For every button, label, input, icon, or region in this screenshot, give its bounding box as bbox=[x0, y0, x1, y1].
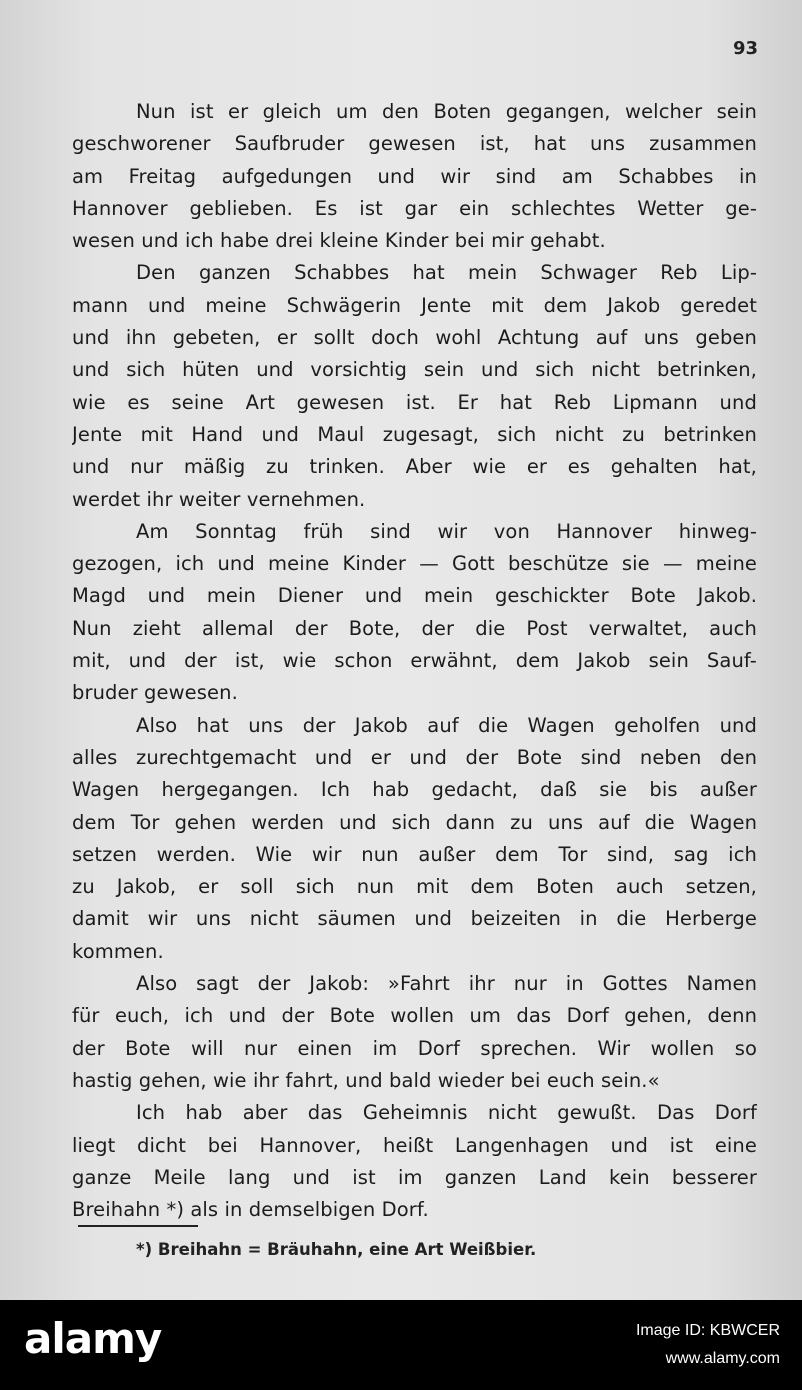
text-line: hastig gehen, wie ihr fahrt, und bald wieder bei euch sein.« bbox=[72, 1068, 660, 1092]
text-line: und ihn gebeten, er sollt doch wohl Achtung auf uns geben bbox=[72, 326, 757, 350]
alamy-logo: alamy bbox=[24, 1314, 162, 1363]
paragraph bbox=[72, 516, 757, 710]
text-line: Breihahn *) als in demselbigen Dorf. bbox=[72, 1198, 429, 1222]
text-line: werdet ihr weiter vernehmen. bbox=[72, 487, 366, 511]
text-line: am Freitag aufgedungen und wir sind am Schabbes in bbox=[72, 164, 757, 188]
text-line: Nun zieht allemal der Bote, der die Post verwaltet, auch bbox=[72, 616, 757, 640]
page-number: 93 bbox=[732, 38, 758, 59]
paragraph bbox=[72, 710, 757, 968]
paragraph bbox=[72, 1097, 757, 1226]
text-line: Nun ist er gleich um den Boten gegangen, welcher sein bbox=[136, 100, 757, 123]
body-text bbox=[72, 96, 757, 1226]
text-line: mann und meine Schwägerin Jente mit dem Jakob geredet bbox=[72, 293, 757, 317]
text-line: zu Jakob, er soll sich nun mit dem Boten auch setzen, bbox=[72, 875, 757, 899]
text-line: kommen. bbox=[72, 939, 164, 963]
footnote-rule bbox=[78, 1225, 198, 1227]
paragraph bbox=[72, 96, 757, 257]
watermark-bar bbox=[0, 1300, 802, 1390]
paragraph bbox=[72, 257, 757, 515]
text-line: Magd und mein Diener und mein geschickter Bote Jakob. bbox=[72, 584, 757, 608]
text-line: Hannover geblieben. Es ist gar ein schlechtes Wetter ge- bbox=[72, 196, 757, 220]
text-line: Wagen hergegangen. Ich hab gedacht, daß sie bis außer bbox=[72, 778, 757, 802]
text-line: Jente mit Hand und Maul zugesagt, sich nicht zu betrinken bbox=[72, 422, 757, 446]
image-id: Image ID: KBWCER bbox=[635, 1322, 780, 1339]
text-line: Ich hab aber das Geheimnis nicht gewußt. Das Dorf bbox=[136, 1101, 757, 1125]
text-line: damit wir uns nicht säumen und beizeiten in die Herberge bbox=[72, 907, 757, 931]
footnote: *) Breihahn = Bräuhahn, eine Art Weißbier. bbox=[136, 1240, 537, 1259]
text-line: alles zurechtgemacht und er und der Bote sind neben den bbox=[72, 745, 757, 769]
text-line: Also sagt der Jakob: »Fahrt ihr nur in Gottes Namen bbox=[136, 972, 757, 996]
text-line: und sich hüten und vorsichtig sein und sich nicht betrinken, bbox=[72, 358, 757, 382]
text-line: Den ganzen Schabbes hat mein Schwager Reb Lip- bbox=[136, 261, 757, 285]
text-line: bruder gewesen. bbox=[72, 681, 238, 705]
text-line: ganze Meile lang und ist im ganzen Land kein besserer bbox=[72, 1165, 757, 1189]
text-line: wesen und ich habe drei kleine Kinder bei mir gehabt. bbox=[72, 229, 606, 253]
text-line: mit, und der ist, wie schon erwähnt, dem Jakob sein Sauf- bbox=[72, 649, 757, 673]
text-line: wie es seine Art gewesen ist. Er hat Reb Lipmann und bbox=[72, 390, 757, 414]
text-line: gezogen, ich und meine Kinder — Gott beschütze sie — meine bbox=[72, 552, 757, 576]
text-line: liegt dicht bei Hannover, heißt Langenhagen und ist eine bbox=[72, 1133, 757, 1157]
text-line: dem Tor gehen werden und sich dann zu uns auf die Wagen bbox=[72, 810, 757, 834]
paragraph bbox=[72, 968, 757, 1097]
text-line: und nur mäßig zu trinken. Aber wie er es gehalten hat, bbox=[72, 455, 757, 479]
text-line: der Bote will nur einen im Dorf sprechen. Wir wollen so bbox=[72, 1036, 757, 1060]
text-line: geschworener Saufbruder gewesen ist, hat uns zusammen bbox=[72, 132, 757, 156]
text-line: für euch, ich und der Bote wollen um das Dorf gehen, denn bbox=[72, 1004, 757, 1028]
text-line: setzen werden. Wie wir nun außer dem Tor sind, sag ich bbox=[72, 842, 757, 866]
text-line: Also hat uns der Jakob auf die Wagen geholfen und bbox=[136, 713, 757, 737]
text-line: Am Sonntag früh sind wir von Hannover hinweg- bbox=[136, 519, 757, 543]
site-url: www.alamy.com bbox=[665, 1350, 780, 1367]
